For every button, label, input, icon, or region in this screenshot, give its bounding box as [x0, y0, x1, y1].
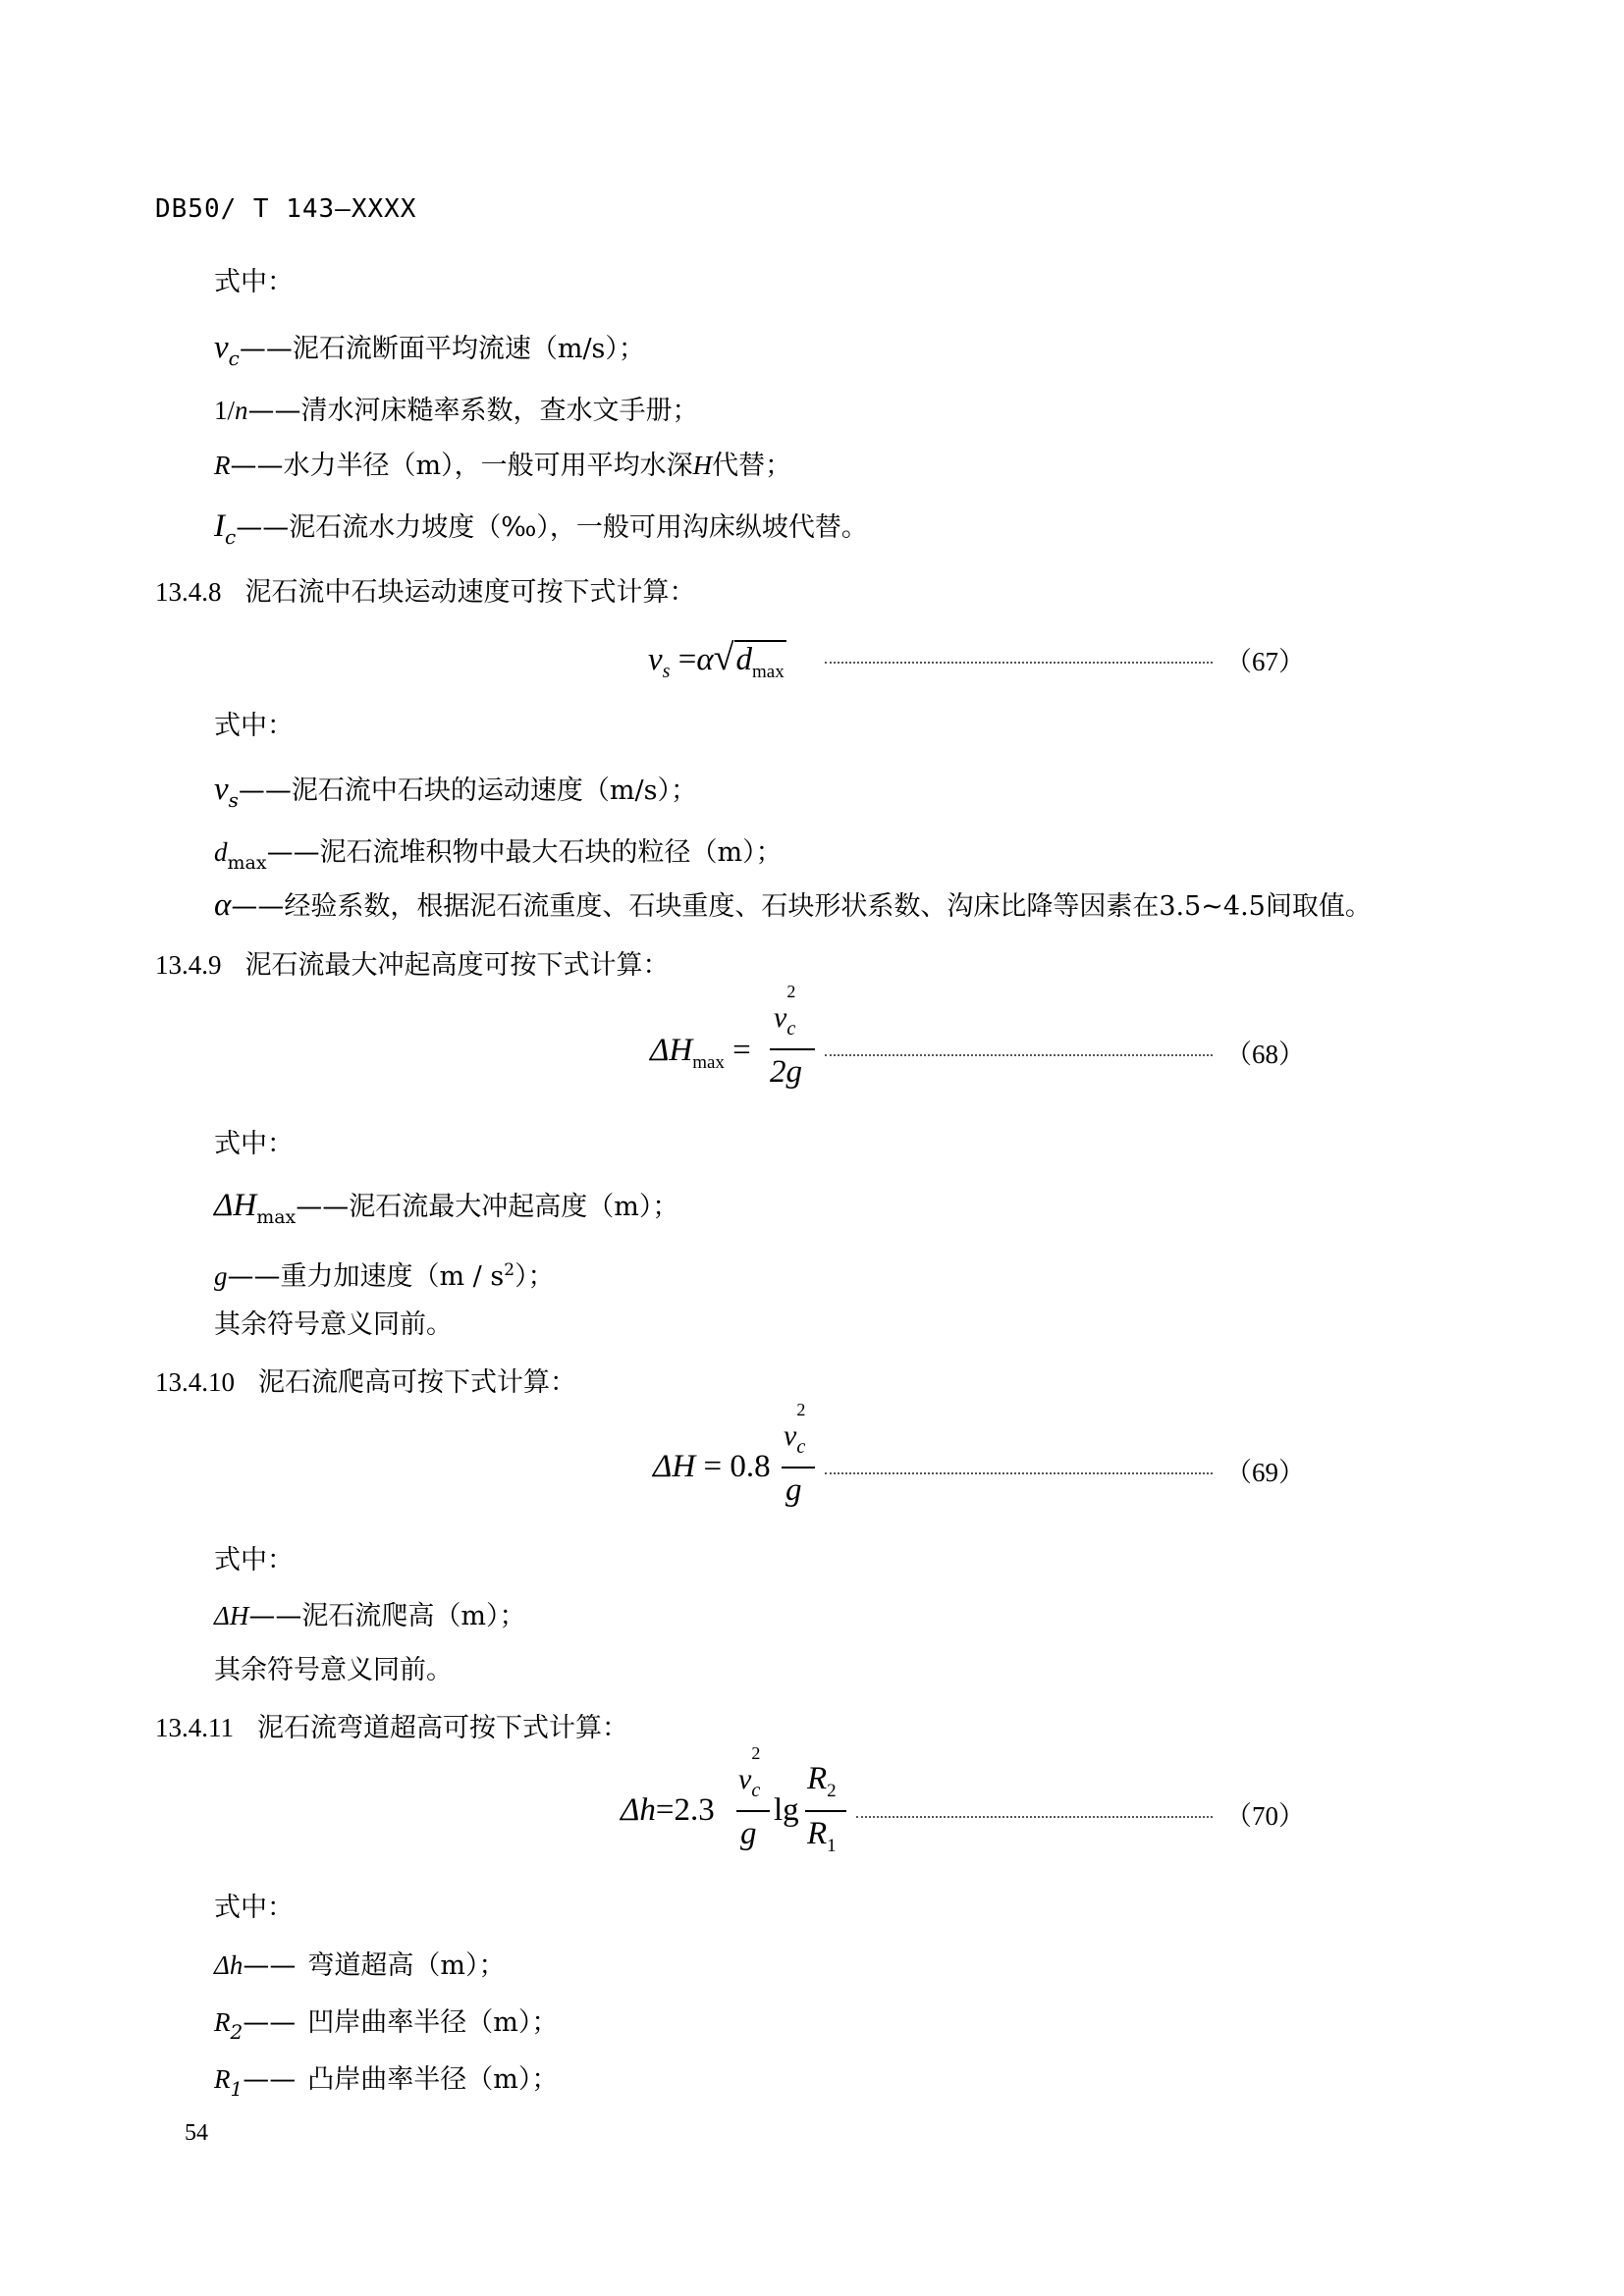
dash: ——	[243, 1950, 297, 1981]
eq-equals: =	[732, 1033, 751, 1068]
num-sup: 2	[786, 982, 796, 1001]
ratio-denominator	[807, 1816, 837, 1857]
num-sub: c	[786, 1018, 796, 1040]
definition-vc	[214, 330, 645, 376]
equation-number: （70）	[1225, 1801, 1305, 1831]
symbol-subscript: c	[228, 347, 240, 370]
symbol-subscript: max	[256, 1206, 297, 1228]
radicand-symbol: d	[735, 642, 753, 677]
symbol-prefix: 1/	[214, 396, 236, 425]
definition-text: 重力加速度（m / s	[280, 1261, 505, 1292]
symbol: g	[214, 1261, 228, 1291]
eq-equals: =	[703, 1449, 723, 1484]
definition-vs	[214, 772, 697, 818]
symbol: α	[214, 887, 232, 923]
den-text: g	[785, 1472, 802, 1508]
clause-text: 泥石流弯道超高可按下式计算：	[257, 1713, 628, 1743]
definition-text: 经验系数，根据泥石流重度、石块重度、石块形状系数、沟床比降等因素在3.5~4.5间取值。	[284, 891, 1372, 922]
equation-70-lhs	[621, 1792, 715, 1829]
fraction-bar	[770, 1048, 815, 1050]
eq-lhs: Δh	[621, 1792, 656, 1828]
definition-text: 泥石流堆积物中最大石块的粒径（m）；	[319, 837, 783, 868]
num-sub: c	[751, 1780, 761, 1801]
fraction-bar	[736, 1810, 770, 1812]
ratio-numerator	[807, 1761, 837, 1802]
definition-alpha	[214, 887, 1372, 925]
fraction-numerator	[774, 982, 796, 1041]
dash: ——	[230, 451, 284, 481]
definition-text-end: 代替；	[712, 451, 792, 481]
definition-R1	[214, 2061, 558, 2107]
eq-lhs-sub: s	[662, 661, 671, 682]
symbol-H: H	[692, 451, 713, 480]
radicand-sub: max	[752, 662, 785, 682]
dash: ——	[247, 396, 301, 426]
definition-text: 泥石流爬高（m）；	[301, 1601, 526, 1631]
where-label: 式中：	[214, 711, 294, 741]
where-label: 式中：	[214, 1893, 294, 1923]
symbol: Δh	[214, 1950, 244, 1980]
num-symbol: v	[738, 1763, 752, 1795]
ratio-bar	[805, 1810, 846, 1812]
symbol-subscript: 2	[230, 2020, 244, 2044]
eq-equals: =	[677, 642, 697, 677]
where-label: 式中：	[214, 267, 294, 297]
num-symbol: v	[774, 1001, 787, 1034]
definition-text-end: ）；	[514, 1261, 555, 1292]
definition-text: 清水河床糙率系数，查水文手册；	[300, 396, 699, 426]
definition-dHmax	[214, 1188, 678, 1235]
num-sub: c	[796, 1436, 806, 1458]
ratio-top-symbol: R	[807, 1761, 828, 1796]
definition-text: 弯道超高（m）；	[307, 1950, 506, 1981]
fraction-numerator	[784, 1400, 806, 1459]
leader-dots	[825, 1054, 1213, 1056]
ratio-bot-symbol: R	[807, 1816, 828, 1851]
symbol: v	[214, 330, 229, 365]
ratio-top-sub: 2	[827, 1781, 837, 1801]
clause-number: 13.4.9	[155, 950, 222, 980]
equation-number: （67）	[1225, 647, 1305, 676]
dash: ——	[231, 891, 285, 922]
dash: ——	[227, 1261, 281, 1292]
num-sup: 2	[796, 1400, 806, 1419]
clause-text: 泥石流中石块运动速度可按下式计算：	[244, 577, 696, 608]
eq-lhs: ΔH	[650, 1033, 693, 1068]
clause-13-4-11	[155, 1710, 628, 1746]
definition-R	[214, 448, 791, 484]
symbol: R	[214, 2007, 231, 2037]
symbol: v	[214, 772, 229, 807]
symbol-subscript: max	[227, 852, 267, 874]
leader-dots	[825, 1472, 1213, 1474]
definition-Ic	[214, 508, 868, 555]
eq-equals: =	[655, 1792, 675, 1828]
num-sup: 2	[751, 1743, 761, 1763]
den-text: 2g	[770, 1054, 802, 1090]
definition-dh	[214, 1948, 505, 1984]
clause-13-4-8	[155, 574, 696, 611]
definition-R2	[214, 2004, 558, 2050]
symbol: R	[214, 451, 231, 480]
same-symbols-note: 其余符号意义同前。	[214, 1655, 453, 1685]
dash: ——	[238, 775, 292, 806]
definition-text: 泥石流断面平均流速（m/s）；	[292, 334, 645, 364]
page-number: 54	[185, 2120, 208, 2146]
symbol-subscript: c	[225, 525, 237, 549]
fraction-denominator	[770, 1054, 802, 1091]
eq-coef: 2.3	[674, 1792, 715, 1828]
definition-n	[214, 393, 699, 429]
leader-dots	[825, 662, 1213, 664]
dash: ——	[243, 2064, 297, 2095]
equation-number: （69）	[1225, 1458, 1305, 1487]
dash: ——	[248, 1601, 302, 1631]
definition-dmax	[214, 834, 783, 881]
symbol: ΔH	[214, 1188, 257, 1223]
equation-67	[648, 636, 786, 683]
symbol-subscript: 1	[230, 2077, 244, 2101]
definition-text: 泥石流水力坡度（‰），一般可用沟床纵坡代替。	[289, 512, 868, 543]
equation-68-lhs	[650, 1033, 751, 1074]
definition-dH	[214, 1598, 525, 1634]
definition-text: 凸岸曲率半径（m）；	[307, 2064, 559, 2095]
clause-13-4-9	[155, 947, 670, 984]
leader-dots	[856, 1816, 1213, 1818]
where-label: 式中：	[214, 1129, 294, 1159]
fraction-bar	[782, 1467, 815, 1468]
definition-text: 泥石流最大冲起高度（m）；	[349, 1192, 679, 1222]
definition-text: 泥石流中石块的运动速度（m/s）；	[291, 775, 697, 806]
fraction-denominator	[785, 1472, 802, 1509]
num-symbol: v	[784, 1419, 797, 1452]
dash: ——	[296, 1192, 350, 1222]
dash: ——	[239, 334, 293, 364]
clause-text: 泥石流最大冲起高度可按下式计算：	[244, 950, 670, 981]
clause-number: 13.4.11	[155, 1713, 234, 1742]
symbol: R	[214, 2064, 231, 2094]
ratio-bot-sub: 1	[827, 1836, 837, 1856]
symbol: n	[235, 396, 248, 425]
clause-text: 泥石流爬高可按下式计算：	[258, 1367, 576, 1398]
dash: ——	[243, 2007, 297, 2038]
symbol: d	[214, 837, 228, 867]
definition-g	[214, 1253, 555, 1295]
clause-13-4-10	[155, 1364, 576, 1401]
dash: ——	[266, 837, 320, 868]
same-symbols-note: 其余符号意义同前。	[214, 1309, 453, 1340]
fraction-numerator	[738, 1743, 761, 1802]
clause-number: 13.4.10	[155, 1367, 235, 1397]
eq-lhs-sub: max	[692, 1052, 725, 1073]
where-label: 式中：	[214, 1545, 294, 1575]
eq-lhs: ΔH	[653, 1449, 696, 1484]
dash: ——	[236, 512, 290, 543]
equation-69-lhs	[653, 1449, 771, 1485]
sqrt-sign: √	[713, 637, 734, 678]
eq-coef: 0.8	[730, 1449, 771, 1484]
symbol: I	[214, 508, 225, 544]
radicand	[734, 640, 786, 682]
log-function: lg	[774, 1792, 799, 1828]
eq-coef: α	[696, 642, 714, 677]
symbol: ΔH	[214, 1601, 249, 1630]
definition-text: 凹岸曲率半径（m）；	[307, 2007, 559, 2038]
eq-lhs: v	[648, 642, 663, 677]
fraction-denominator	[740, 1816, 757, 1852]
equation-number: （68）	[1225, 1040, 1305, 1069]
definition-text: 水力半径（m），一般可用平均水深	[283, 451, 693, 481]
document-code: DB50/ T 143—XXXX	[155, 194, 417, 224]
superscript: 2	[504, 1260, 515, 1280]
symbol-subscript: s	[228, 788, 239, 812]
den-text: g	[740, 1816, 757, 1851]
clause-number: 13.4.8	[155, 577, 222, 607]
